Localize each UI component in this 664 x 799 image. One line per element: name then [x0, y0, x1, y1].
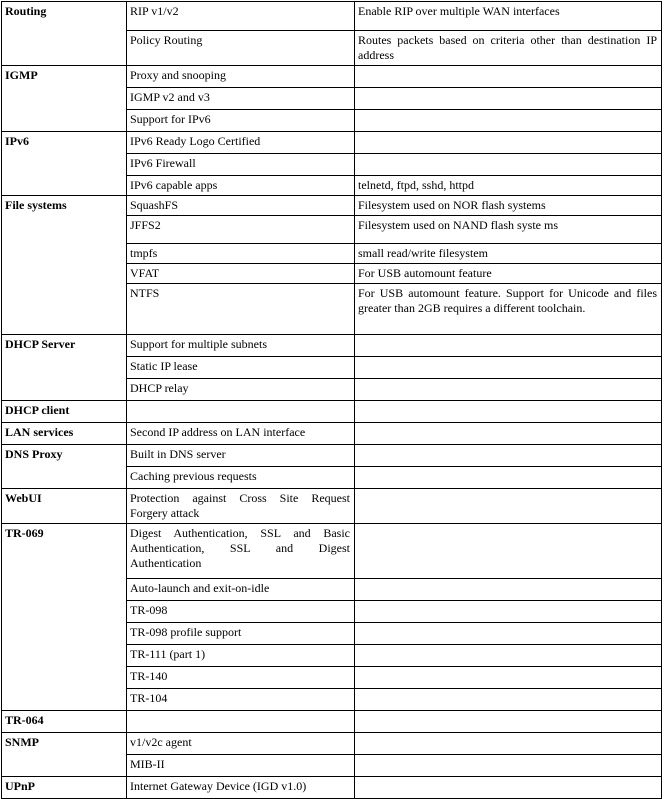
description-cell — [355, 524, 662, 579]
description-cell — [355, 445, 662, 467]
description-cell — [355, 645, 662, 667]
feature-cell: MIB-II — [127, 755, 355, 777]
description-cell: small read/write filesystem — [355, 244, 662, 264]
feature-cell: Static IP lease — [127, 357, 355, 379]
category-cell: DNS Proxy — [2, 445, 127, 489]
category-cell: DHCP client — [2, 401, 127, 423]
feature-cell: RIP v1/v2 — [127, 2, 355, 31]
feature-cell: IGMP v2 and v3 — [127, 88, 355, 110]
table-row — [2, 401, 662, 423]
feature-cell: v1/v2c agent — [127, 733, 355, 755]
description-cell: telnetd, ftpd, sshd, httpd — [355, 176, 662, 196]
feature-cell: DHCP relay — [127, 379, 355, 401]
feature-cell: Second IP address on LAN interface — [127, 423, 355, 445]
feature-table-body — [2, 2, 662, 799]
feature-cell: TR-140 — [127, 667, 355, 689]
feature-cell: JFFS2 — [127, 216, 355, 244]
category-cell: WebUI — [2, 489, 127, 524]
feature-cell: TR-104 — [127, 689, 355, 711]
feature-cell: TR-098 profile support — [127, 623, 355, 645]
category-cell: TR-069 — [2, 524, 127, 711]
description-cell — [355, 733, 662, 755]
feature-table — [1, 1, 662, 799]
table-row — [2, 2, 662, 31]
feature-cell: IPv6 Firewall — [127, 154, 355, 176]
description-cell — [355, 667, 662, 689]
category-cell: Routing — [2, 2, 127, 66]
feature-cell — [127, 711, 355, 733]
description-cell — [355, 755, 662, 777]
feature-cell: Digest Authentication, SSL and Basic Authentication, SSL and Digest Authentication — [127, 524, 355, 579]
category-cell: SNMP — [2, 733, 127, 777]
description-cell — [355, 579, 662, 601]
description-cell — [355, 777, 662, 799]
table-row — [2, 524, 662, 579]
description-cell — [355, 601, 662, 623]
description-cell — [355, 689, 662, 711]
feature-cell: Caching previous requests — [127, 467, 355, 489]
description-cell — [355, 154, 662, 176]
description-cell — [355, 379, 662, 401]
table-row — [2, 132, 662, 154]
feature-cell — [127, 401, 355, 423]
description-cell: For USB automount feature. Support for Unicode and files greater than 2GB requires a different toolchain. — [355, 284, 662, 335]
description-cell — [355, 623, 662, 645]
category-cell: IPv6 — [2, 132, 127, 196]
feature-cell: Support for IPv6 — [127, 110, 355, 132]
feature-cell: Support for multiple subnets — [127, 335, 355, 357]
description-cell — [355, 489, 662, 524]
category-cell: UPnP — [2, 777, 127, 799]
feature-cell: Built in DNS server — [127, 445, 355, 467]
table-row — [2, 777, 662, 799]
table-row — [2, 196, 662, 216]
feature-cell: IPv6 Ready Logo Certified — [127, 132, 355, 154]
table-row — [2, 423, 662, 445]
table-row — [2, 489, 662, 524]
table-row — [2, 711, 662, 733]
feature-cell: Proxy and snooping — [127, 66, 355, 88]
category-cell: LAN services — [2, 423, 127, 445]
feature-cell: TR-111 (part 1) — [127, 645, 355, 667]
feature-cell: NTFS — [127, 284, 355, 335]
table-row — [2, 335, 662, 357]
feature-cell: Protection against Cross Site Request Forgery attack — [127, 489, 355, 524]
description-cell — [355, 66, 662, 88]
feature-cell: Auto-launch and exit-on-idle — [127, 579, 355, 601]
feature-cell: TR-098 — [127, 601, 355, 623]
description-cell — [355, 88, 662, 110]
description-cell: Enable RIP over multiple WAN interfaces — [355, 2, 662, 31]
feature-cell: Internet Gateway Device (IGD v1.0) — [127, 777, 355, 799]
description-cell — [355, 357, 662, 379]
table-row — [2, 733, 662, 755]
feature-cell: SquashFS — [127, 196, 355, 216]
description-cell — [355, 132, 662, 154]
table-row — [2, 445, 662, 467]
description-cell: Routes packets based on criteria other than destination IP address — [355, 31, 662, 66]
category-cell: TR-064 — [2, 711, 127, 733]
feature-cell: tmpfs — [127, 244, 355, 264]
description-cell — [355, 335, 662, 357]
category-cell: IGMP — [2, 66, 127, 132]
description-cell: For USB automount feature — [355, 264, 662, 284]
category-cell: DHCP Server — [2, 335, 127, 401]
feature-cell: VFAT — [127, 264, 355, 284]
description-cell: Filesystem used on NAND flash syste ms — [355, 216, 662, 244]
description-cell — [355, 711, 662, 733]
feature-cell: Policy Routing — [127, 31, 355, 66]
description-cell — [355, 401, 662, 423]
feature-cell: IPv6 capable apps — [127, 176, 355, 196]
description-cell — [355, 467, 662, 489]
category-cell: File systems — [2, 196, 127, 335]
description-cell: Filesystem used on NOR flash systems — [355, 196, 662, 216]
description-cell — [355, 423, 662, 445]
table-row — [2, 66, 662, 88]
description-cell — [355, 110, 662, 132]
